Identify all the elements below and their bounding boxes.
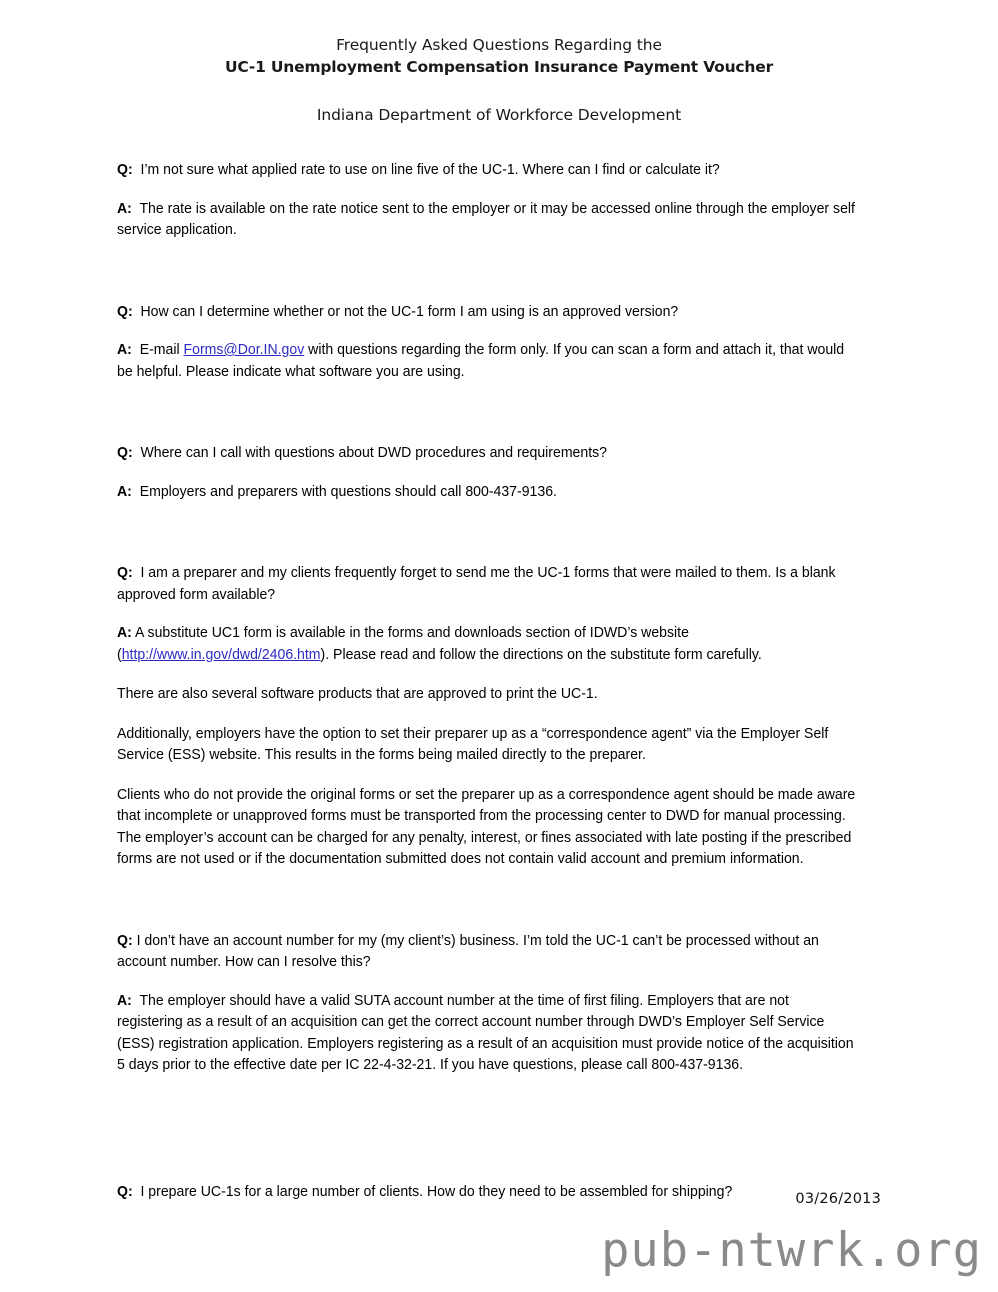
question-label: Q:: [117, 932, 133, 949]
faq-content: [117, 160, 885, 1203]
header-line-3-agency: Indiana Department of Workforce Development: [316, 106, 682, 124]
answer-label: A:: [117, 483, 132, 500]
answer-text-before-link: A substitute UC1 form is available in the forms and downloads section of IDWD’s website (: [117, 625, 689, 663]
answer-label: A:: [117, 625, 132, 641]
question-text: Where can I call with questions about DWD procedures and requirements?: [140, 445, 608, 461]
faq-answer-4-paragraph-1: There are also several software products that are approved to print the UC-1.: [117, 686, 598, 702]
question-label: Q:: [117, 565, 133, 581]
answer-text-after-link: ). Please read and follow the directions on the substitute form carefully.: [320, 646, 762, 663]
faq-item-2: [117, 302, 885, 384]
question-text: I’m not sure what applied rate to use on line five of the UC-1. Where can I find or calculate it?: [140, 162, 720, 178]
answer-text: Employers and preparers with questions should call 800-437-9136.: [139, 483, 557, 500]
watermark: pub-ntwrk.org: [601, 1223, 982, 1278]
question-label: Q:: [117, 162, 133, 178]
question-label: Q:: [117, 1183, 133, 1200]
faq-question-1: [117, 160, 858, 182]
answer-label: A:: [117, 342, 132, 358]
faq-question-5: [117, 931, 858, 974]
document-header: [0, 0, 998, 126]
question-label: Q:: [117, 445, 133, 461]
answer-label: A:: [117, 992, 132, 1009]
answer-text: The employer should have a valid SUTA account number at the time of first filing. Employers that are not registering as a result of an acquisition can get the correct account number through DWD’s Employer Self Service (ESS) registration application. Employers registering as a result of an acquisition must provide notice of the acquisition 5 days prior to the effective date per IC 22-4-32-21. If you have questions, please call 800-437-9136.: [117, 992, 854, 1073]
faq-item-3: [117, 443, 885, 503]
faq-answer-2: [117, 340, 858, 383]
faq-answer-4-paragraph-2: Additionally, employers have the option to set their preparer up as a “correspondence agent” via the Employer Self Service (ESS) website. This results in the forms being mailed directly to the preparer.: [117, 725, 829, 763]
email-link[interactable]: Forms@Dor.IN.gov: [183, 342, 305, 358]
question-text: I prepare UC-1s for a large number of clients. How do they need to be assembled for shipping?: [140, 1183, 733, 1200]
website-link[interactable]: http://www.in.gov/dwd/2406.htm: [121, 646, 321, 663]
faq-item-5: [117, 931, 885, 1077]
answer-text: The rate is available on the rate notice sent to the employer or it may be accessed online through the employer self service application.: [117, 200, 855, 238]
faq-question-3: [117, 443, 858, 465]
question-text: How can I determine whether or not the UC-1 form I am using is an approved version?: [140, 303, 679, 320]
header-line-2-title: UC-1 Unemployment Compensation Insurance Payment Voucher: [224, 58, 774, 76]
faq-answer-4-paragraph-3: Clients who do not provide the original forms or set the preparer up as a correspondence agent should be made aware that incomplete or unapproved forms must be transported from the processing center to DWD for manual processing. The employer’s account can be charged for any penalty, interest, or fines associated with late posting if the prescribed forms are not used or if the documentation submitted does not contain valid account and premium information.: [117, 786, 856, 867]
footer-date: 03/26/2013: [795, 1191, 881, 1207]
faq-question-4: [117, 563, 858, 606]
faq-answer-1: [117, 199, 858, 242]
faq-answer-4: [117, 623, 858, 666]
question-text: I don’t have an account number for my (my client’s) business. I’m told the UC-1 can’t be processed without an account number. How can I resolve this?: [117, 932, 819, 970]
question-label: Q:: [117, 303, 133, 320]
answer-label: A:: [117, 200, 132, 217]
faq-item-4: [117, 563, 885, 871]
faq-question-2: [117, 302, 858, 324]
answer-text-after-link: with questions regarding the form only. If you can scan a form and attach it, that would be helpful. Please indicate what software you are using.: [117, 342, 845, 380]
faq-item-1: [117, 160, 885, 242]
faq-answer-5: [117, 991, 858, 1077]
header-line-1: Frequently Asked Questions Regarding the: [336, 36, 662, 54]
question-text: I am a preparer and my clients frequently forget to send me the UC-1 forms that were mailed to them. Is a blank approved form available?: [117, 565, 836, 603]
faq-answer-3: [117, 482, 858, 504]
answer-text-before-link: E-mail: [139, 342, 184, 358]
